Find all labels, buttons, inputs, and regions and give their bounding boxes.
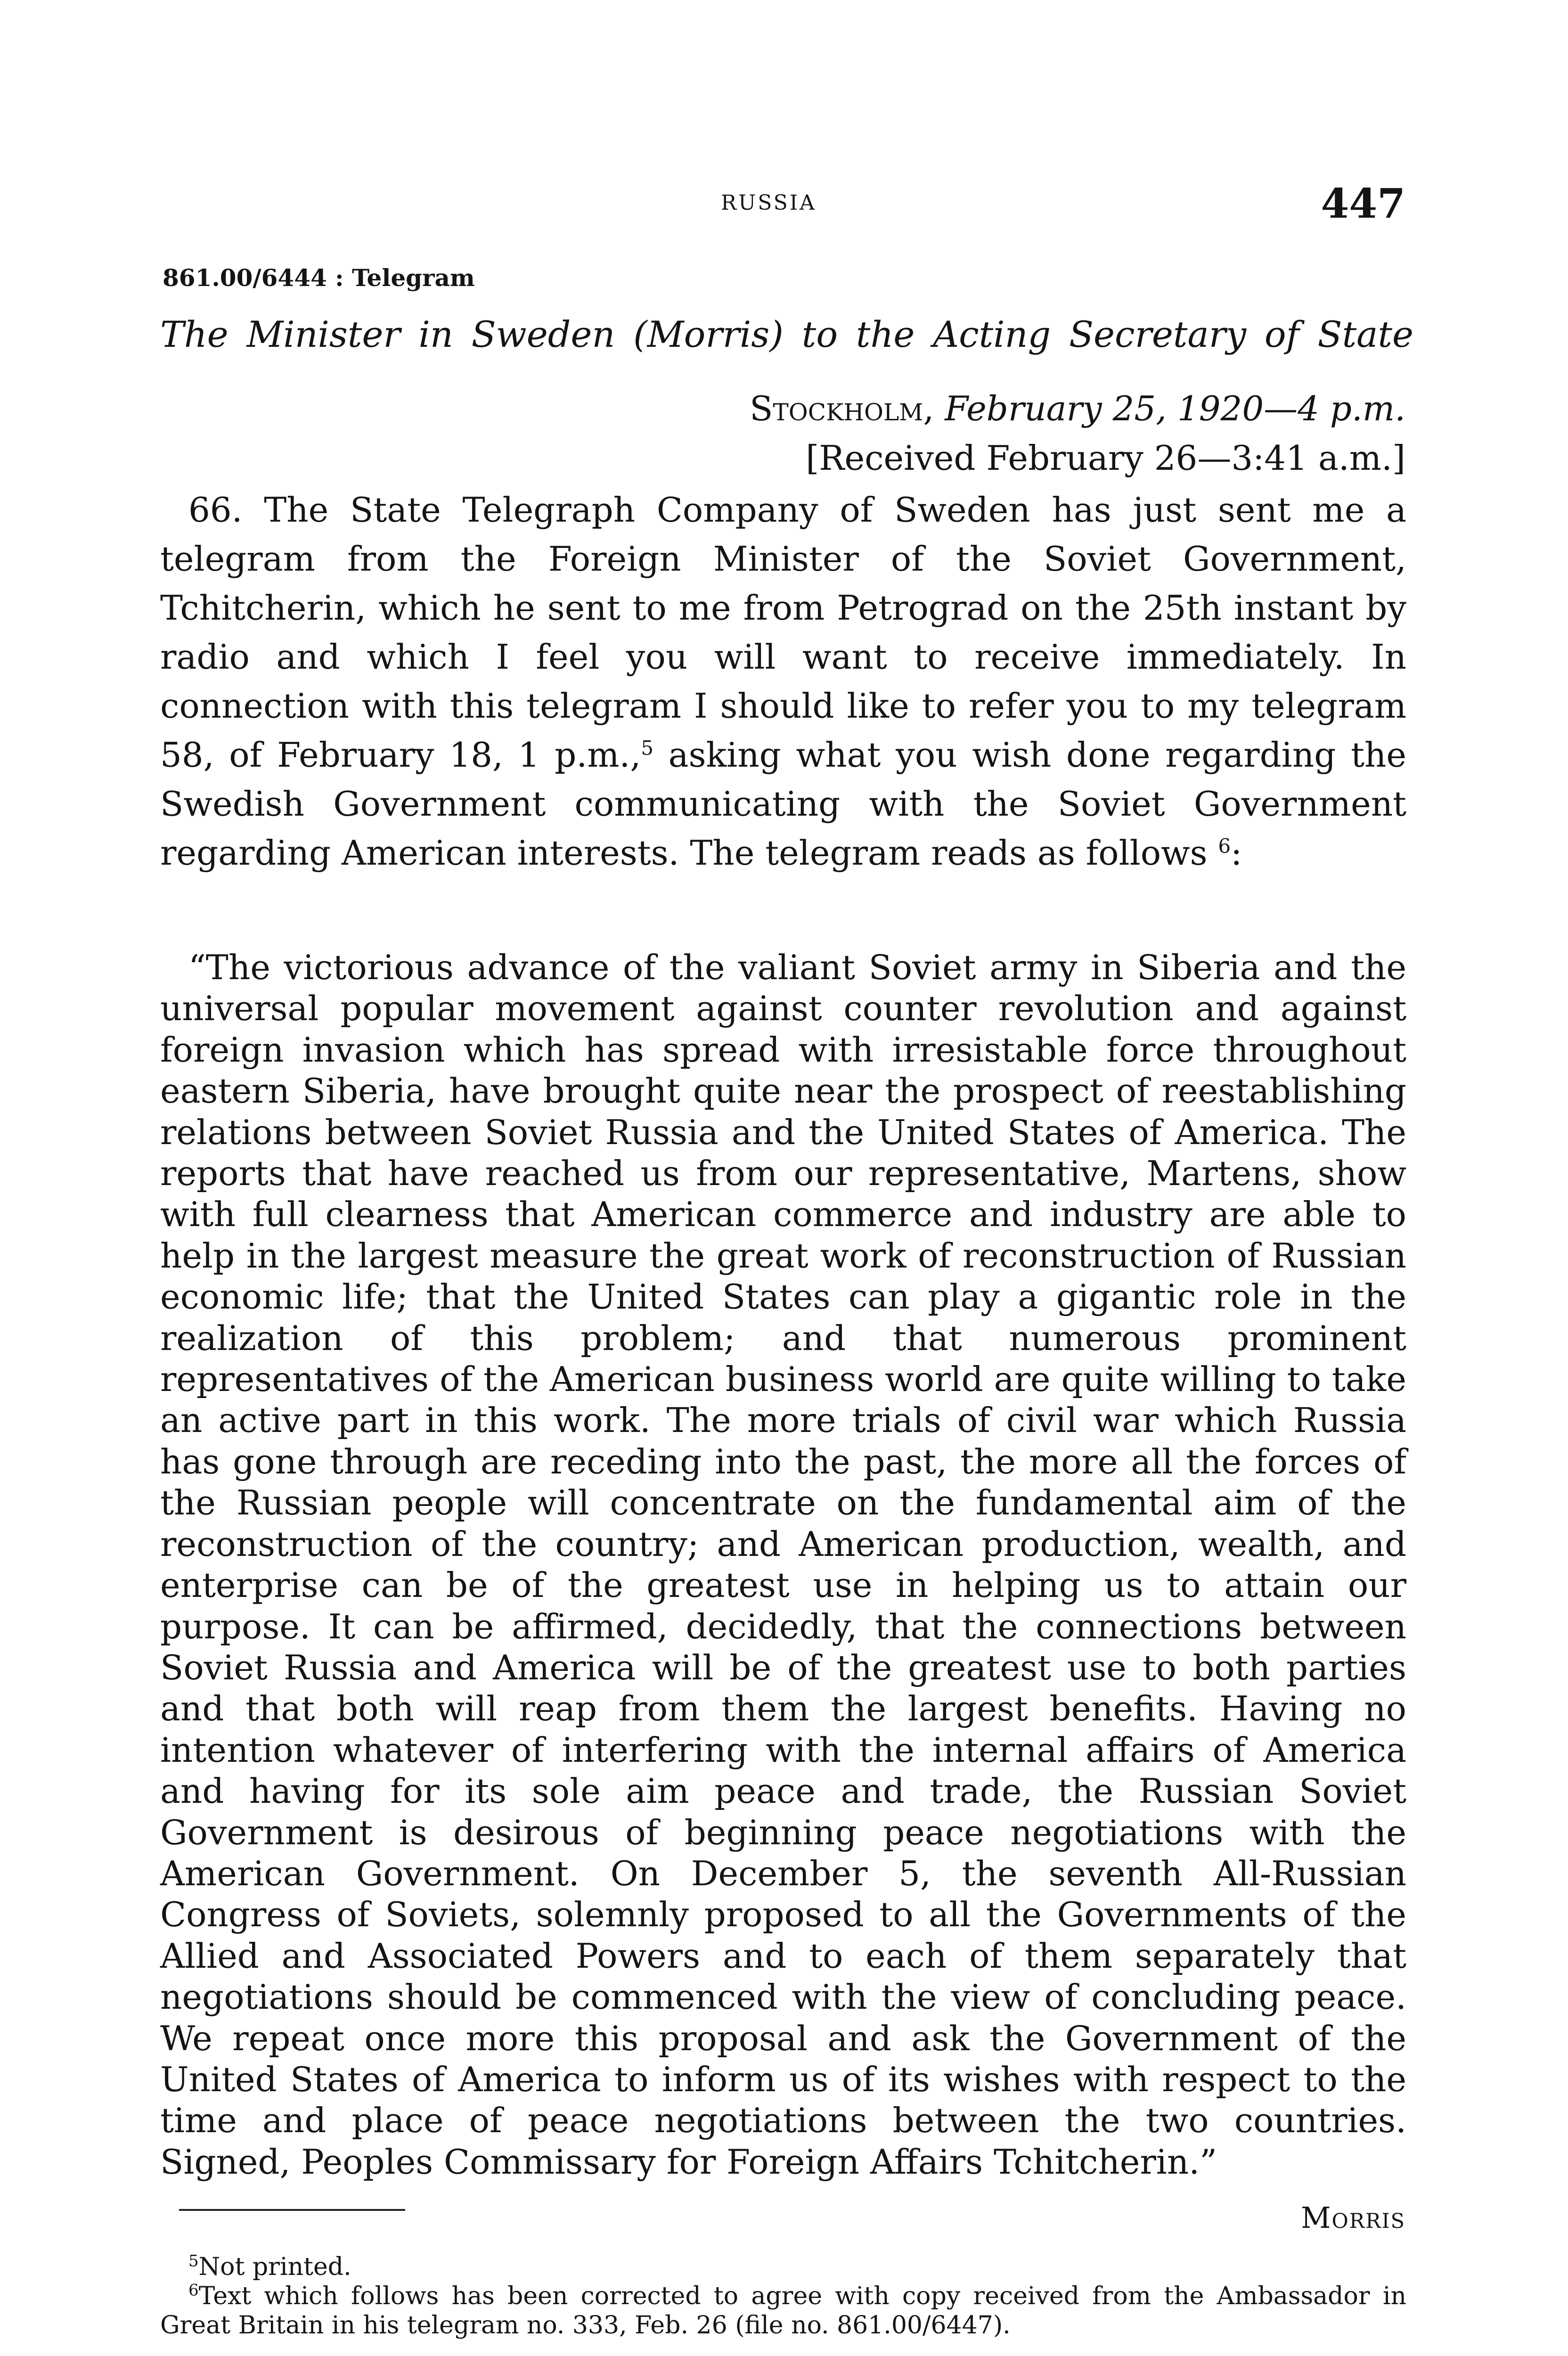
- signature: Morris: [1301, 2201, 1405, 2235]
- quoted-telegram: “The victorious advance of the valiant Soviet army in Siberia and the universal popular movement against counter revolution and against foreign invasion which has spread with irresistable force throughout eastern Siberia, have brought quite near the prospect of reestablishing relations between Soviet Russia and the United States of America. The reports that have reached us from our representative, Martens, show with full clearness that American commerce and industry are able to help in the largest measure the great work of reconstruction of Russian economic life; that the United States can play a gigantic role in the realization of this problem; and that numerous prominent representatives of the American business world are quite willing to take an active part in this work. The more trials of civil war which Russia has gone through are receding into the past, the more all the forces of the Russian people will concentrate on the fundamental aim of the reconstruction of the country; and American production, wealth, and enterprise can be of the greatest use in helping us to attain our purpose. It can be affirmed, decidedly, that the connections between Soviet Russia and America will be of the greatest use to both parties and that both will reap from them the largest benefits. Having no intention whatever of interfering with the internal affairs of America and having for its sole aim peace and trade, the Russian Soviet Government is desirous of beginning peace negotiations with the American Government. On December 5, the seventh All-Russian Congress of Soviets, solemnly proposed to all the Governments of the Allied and Associated Powers and to each of them separately that negotiations should be commenced with the view of concluding peace. We repeat once more this proposal and ask the Government of the United States of America to inform us of its wishes with respect to the time and place of peace negotiations between the two countries. Signed, Peoples Commissary for Foreign Affairs Tchitcherin.”: [160, 948, 1406, 2182]
- running-head: RUSSIA: [721, 191, 817, 215]
- body-text-part2: asking what you wish done regarding the Swedish Government communicating with the Soviet Government regarding American interests. The telegram reads as follows: [160, 735, 1406, 873]
- body-text-part3: :: [1231, 833, 1242, 873]
- footnote-5: [160, 2252, 1406, 2282]
- footnote-6: [160, 2282, 1406, 2340]
- telegram-body: [160, 485, 1406, 877]
- dateline: [750, 389, 1405, 428]
- footnote-ref-6: 6: [1218, 834, 1231, 858]
- file-reference: 861.00/6444 : Telegram: [163, 264, 475, 292]
- footnote-mark: 5: [188, 2251, 199, 2271]
- dateline-date: February 25, 1920—4 p.m.: [945, 389, 1405, 428]
- dateline-place: Stockholm,: [750, 389, 934, 428]
- footnote-text: Text which follows has been corrected to agree with copy received from the Ambassador in Great Britain in his telegram no. 333, Feb. 26 (file no. 861.00/6447).: [160, 2282, 1406, 2340]
- body-text-part1: 66. The State Telegraph Company of Sweden has just sent me a telegram from the Foreign Minister of the Soviet Government, Tchitcherin, which he sent to me from Petrograd on the 25th instant by radio and which I feel you will want to receive immediately. In connection with this telegram I should like to refer you to my telegram 58, of February 18, 1 p.m.,: [160, 490, 1406, 775]
- received-note: [Received February 26—3:41 a.m.]: [806, 438, 1405, 478]
- page-number: 447: [1321, 180, 1405, 228]
- footnote-divider: [179, 2209, 405, 2211]
- document-title: The Minister in Sweden (Morris) to the Acting Secretary of State: [160, 313, 1413, 355]
- footnote-mark: 6: [188, 2281, 199, 2300]
- footnote-ref-5: 5: [641, 736, 653, 760]
- footnote-text: Not printed.: [198, 2253, 351, 2281]
